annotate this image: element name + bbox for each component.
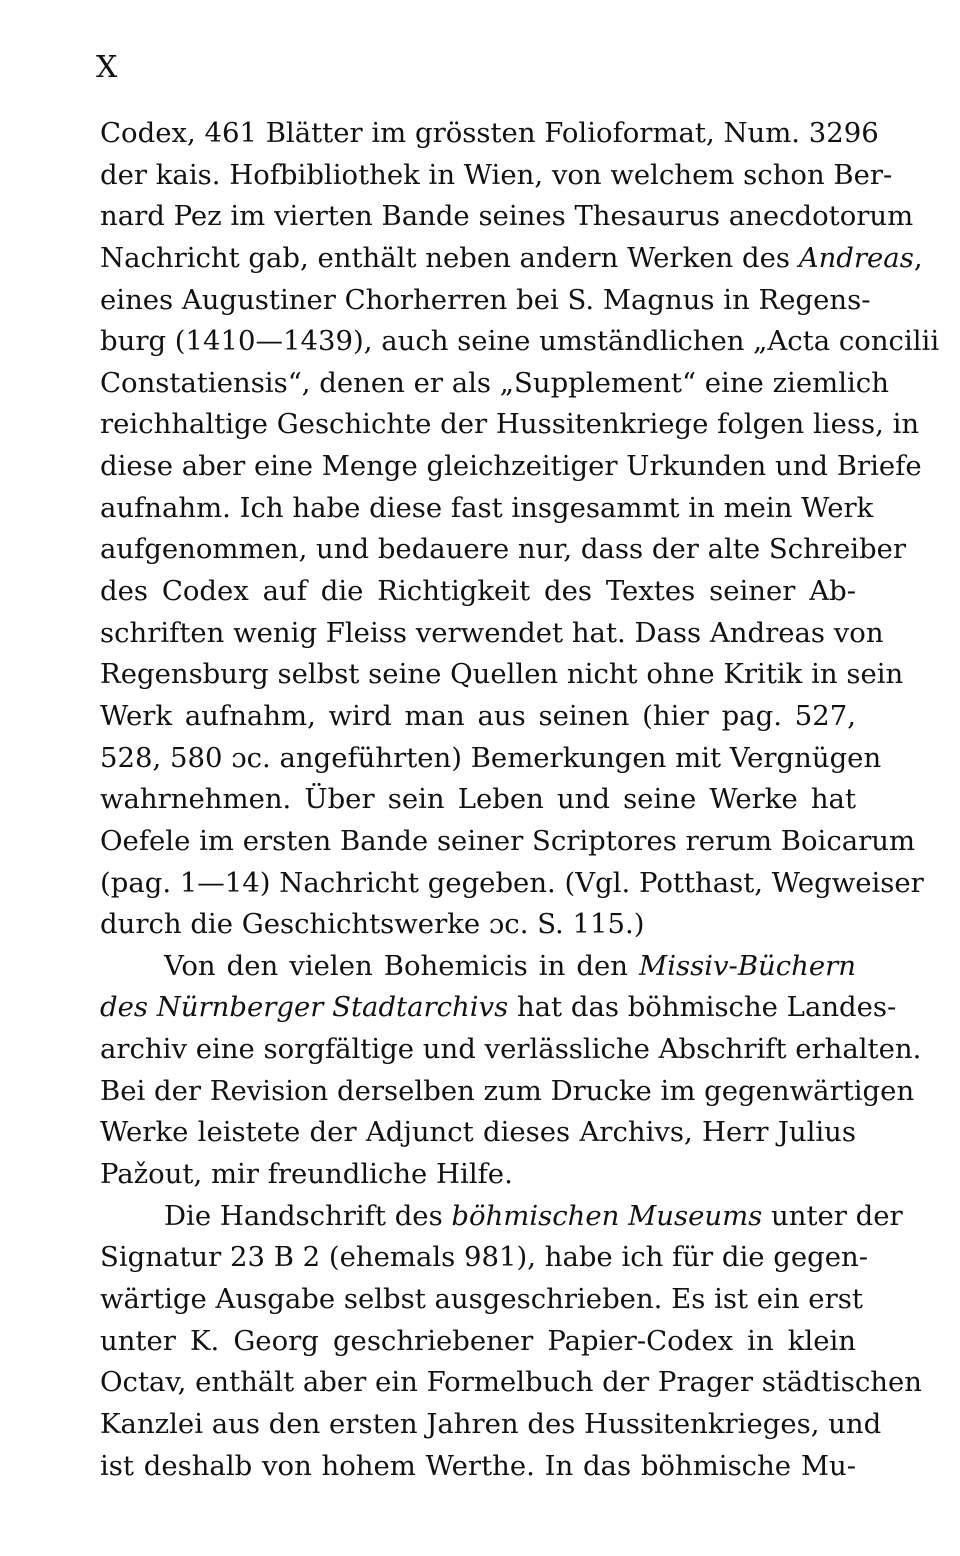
text-segment: schriften wenig Fleiss verwendet hat. Dass Andreas von [100, 616, 884, 649]
text-line [100, 1446, 856, 1488]
italic-text: Missiv-Büchern [639, 949, 856, 982]
text-line [100, 1279, 863, 1321]
text-line [100, 779, 856, 821]
text-segment: eines Augustiner Chorherren bei S. Magnus in Regens- [100, 283, 871, 316]
text-line [100, 488, 874, 530]
text-segment: Bei der Revision derselben zum Drucke im gegenwärtigen [100, 1074, 915, 1107]
text-line [100, 987, 897, 1029]
text-segment: durch die Geschichtswerke ɔc. S. 115.) [100, 908, 645, 941]
text-line [100, 571, 856, 613]
italic-text: des Nürnberger Stadtarchivs [100, 991, 509, 1024]
text-segment: diese aber eine Menge gleichzeitiger Urkunden und Briefe [100, 450, 922, 483]
text-segment: Regensburg selbst seine Quellen nicht ohne Kritik in sein [100, 658, 904, 691]
text-line [100, 1112, 856, 1154]
text-line [100, 1029, 922, 1071]
text-segment: , [913, 241, 923, 274]
text-line [100, 238, 923, 280]
text-segment: Oefele im ersten Bande seiner Scriptores rerum Boicarum [100, 824, 916, 857]
text-segment: reichhaltige Geschichte der Hussitenkriege folgen liess, in [100, 408, 920, 441]
text-segment: wahrnehmen. Über sein Leben und seine Werke hat [100, 783, 856, 816]
text-line [100, 1196, 903, 1238]
text-segment: Werk aufnahm, wird man aus seinen (hier pag. 527, [100, 699, 856, 732]
text-line [100, 446, 922, 488]
text-segment: unter der [762, 1199, 903, 1232]
text-line [100, 1321, 856, 1363]
text-segment: wärtige Ausgabe selbst ausgeschrieben. Es ist ein erst [100, 1282, 863, 1315]
text-line [100, 821, 916, 863]
text-segment: Octav, enthält aber ein Formelbuch der Prager städtischen [100, 1366, 922, 1399]
text-segment: Kanzlei aus den ersten Jahren des Hussitenkrieges, und [100, 1407, 882, 1440]
text-segment: Werke leistete der Adjunct dieses Archivs, Herr Julius [100, 1116, 856, 1149]
text-line [100, 404, 920, 446]
italic-text: böhmischen Museums [451, 1199, 763, 1232]
text-line [100, 280, 871, 322]
text-line [100, 946, 856, 988]
text-segment: Constatiensis“, denen er als „Supplement“ eine ziemlich [100, 366, 889, 399]
text-segment: Signatur 23 B 2 (ehemals 981), habe ich für die gegen- [100, 1241, 869, 1274]
text-segment: aufgenommen, und bedauere nur, dass der alte Schreiber [100, 533, 907, 566]
text-segment: Nachricht gab, enthält neben andern Werken des [100, 241, 799, 274]
text-line [100, 904, 856, 946]
text-segment: Von den vielen Bohemicis in den [164, 949, 640, 982]
text-line [100, 155, 893, 197]
text-segment: aufnahm. Ich habe diese fast insgesammt in mein Werk [100, 491, 874, 524]
text-line [100, 529, 907, 571]
text-segment: ist deshalb von hohem Werthe. In das böhmische Mu- [100, 1449, 856, 1482]
text-line [100, 363, 889, 405]
italic-text: Andreas [798, 241, 914, 274]
text-line [100, 1071, 915, 1113]
text-line [100, 696, 856, 738]
text-line [100, 113, 879, 155]
text-segment: archiv eine sorgfältige und verlässliche Abschrift erhalten. [100, 1033, 922, 1066]
text-segment: der kais. Hofbibliothek in Wien, von welchem schon Ber- [100, 158, 893, 191]
text-line [100, 321, 940, 363]
text-segment: Pažout, mir freundliche Hilfe. [100, 1158, 513, 1191]
text-segment: (pag. 1—14) Nachricht gegeben. (Vgl. Potthast, Wegweiser [100, 866, 924, 899]
text-line [100, 613, 884, 655]
text-line [100, 738, 882, 780]
text-line [100, 1362, 922, 1404]
text-segment: des Codex auf die Richtigkeit des Textes seiner Ab- [100, 575, 856, 608]
text-line [100, 196, 914, 238]
page-number: X [96, 50, 119, 85]
text-line [100, 1237, 869, 1279]
body-text [100, 113, 940, 1487]
text-line [100, 654, 904, 696]
text-segment: 528, 580 ɔc. angeführten) Bemerkungen mit Vergnügen [100, 741, 882, 774]
text-line [100, 1154, 856, 1196]
text-segment: Codex, 461 Blätter im grössten Folioformat, Num. 3296 [100, 117, 879, 149]
text-segment: hat das böhmische Landes- [508, 991, 897, 1024]
text-segment: unter K. Georg geschriebener Papier-Codex in klein [100, 1324, 856, 1357]
text-segment: burg (1410—1439), auch seine umständlichen „Acta concilii [100, 325, 940, 358]
text-line [100, 863, 924, 905]
text-segment: Die Handschrift des [164, 1199, 452, 1232]
text-segment: nard Pez im vierten Bande seines Thesaurus anecdotorum [100, 200, 914, 233]
text-line [100, 1404, 882, 1446]
